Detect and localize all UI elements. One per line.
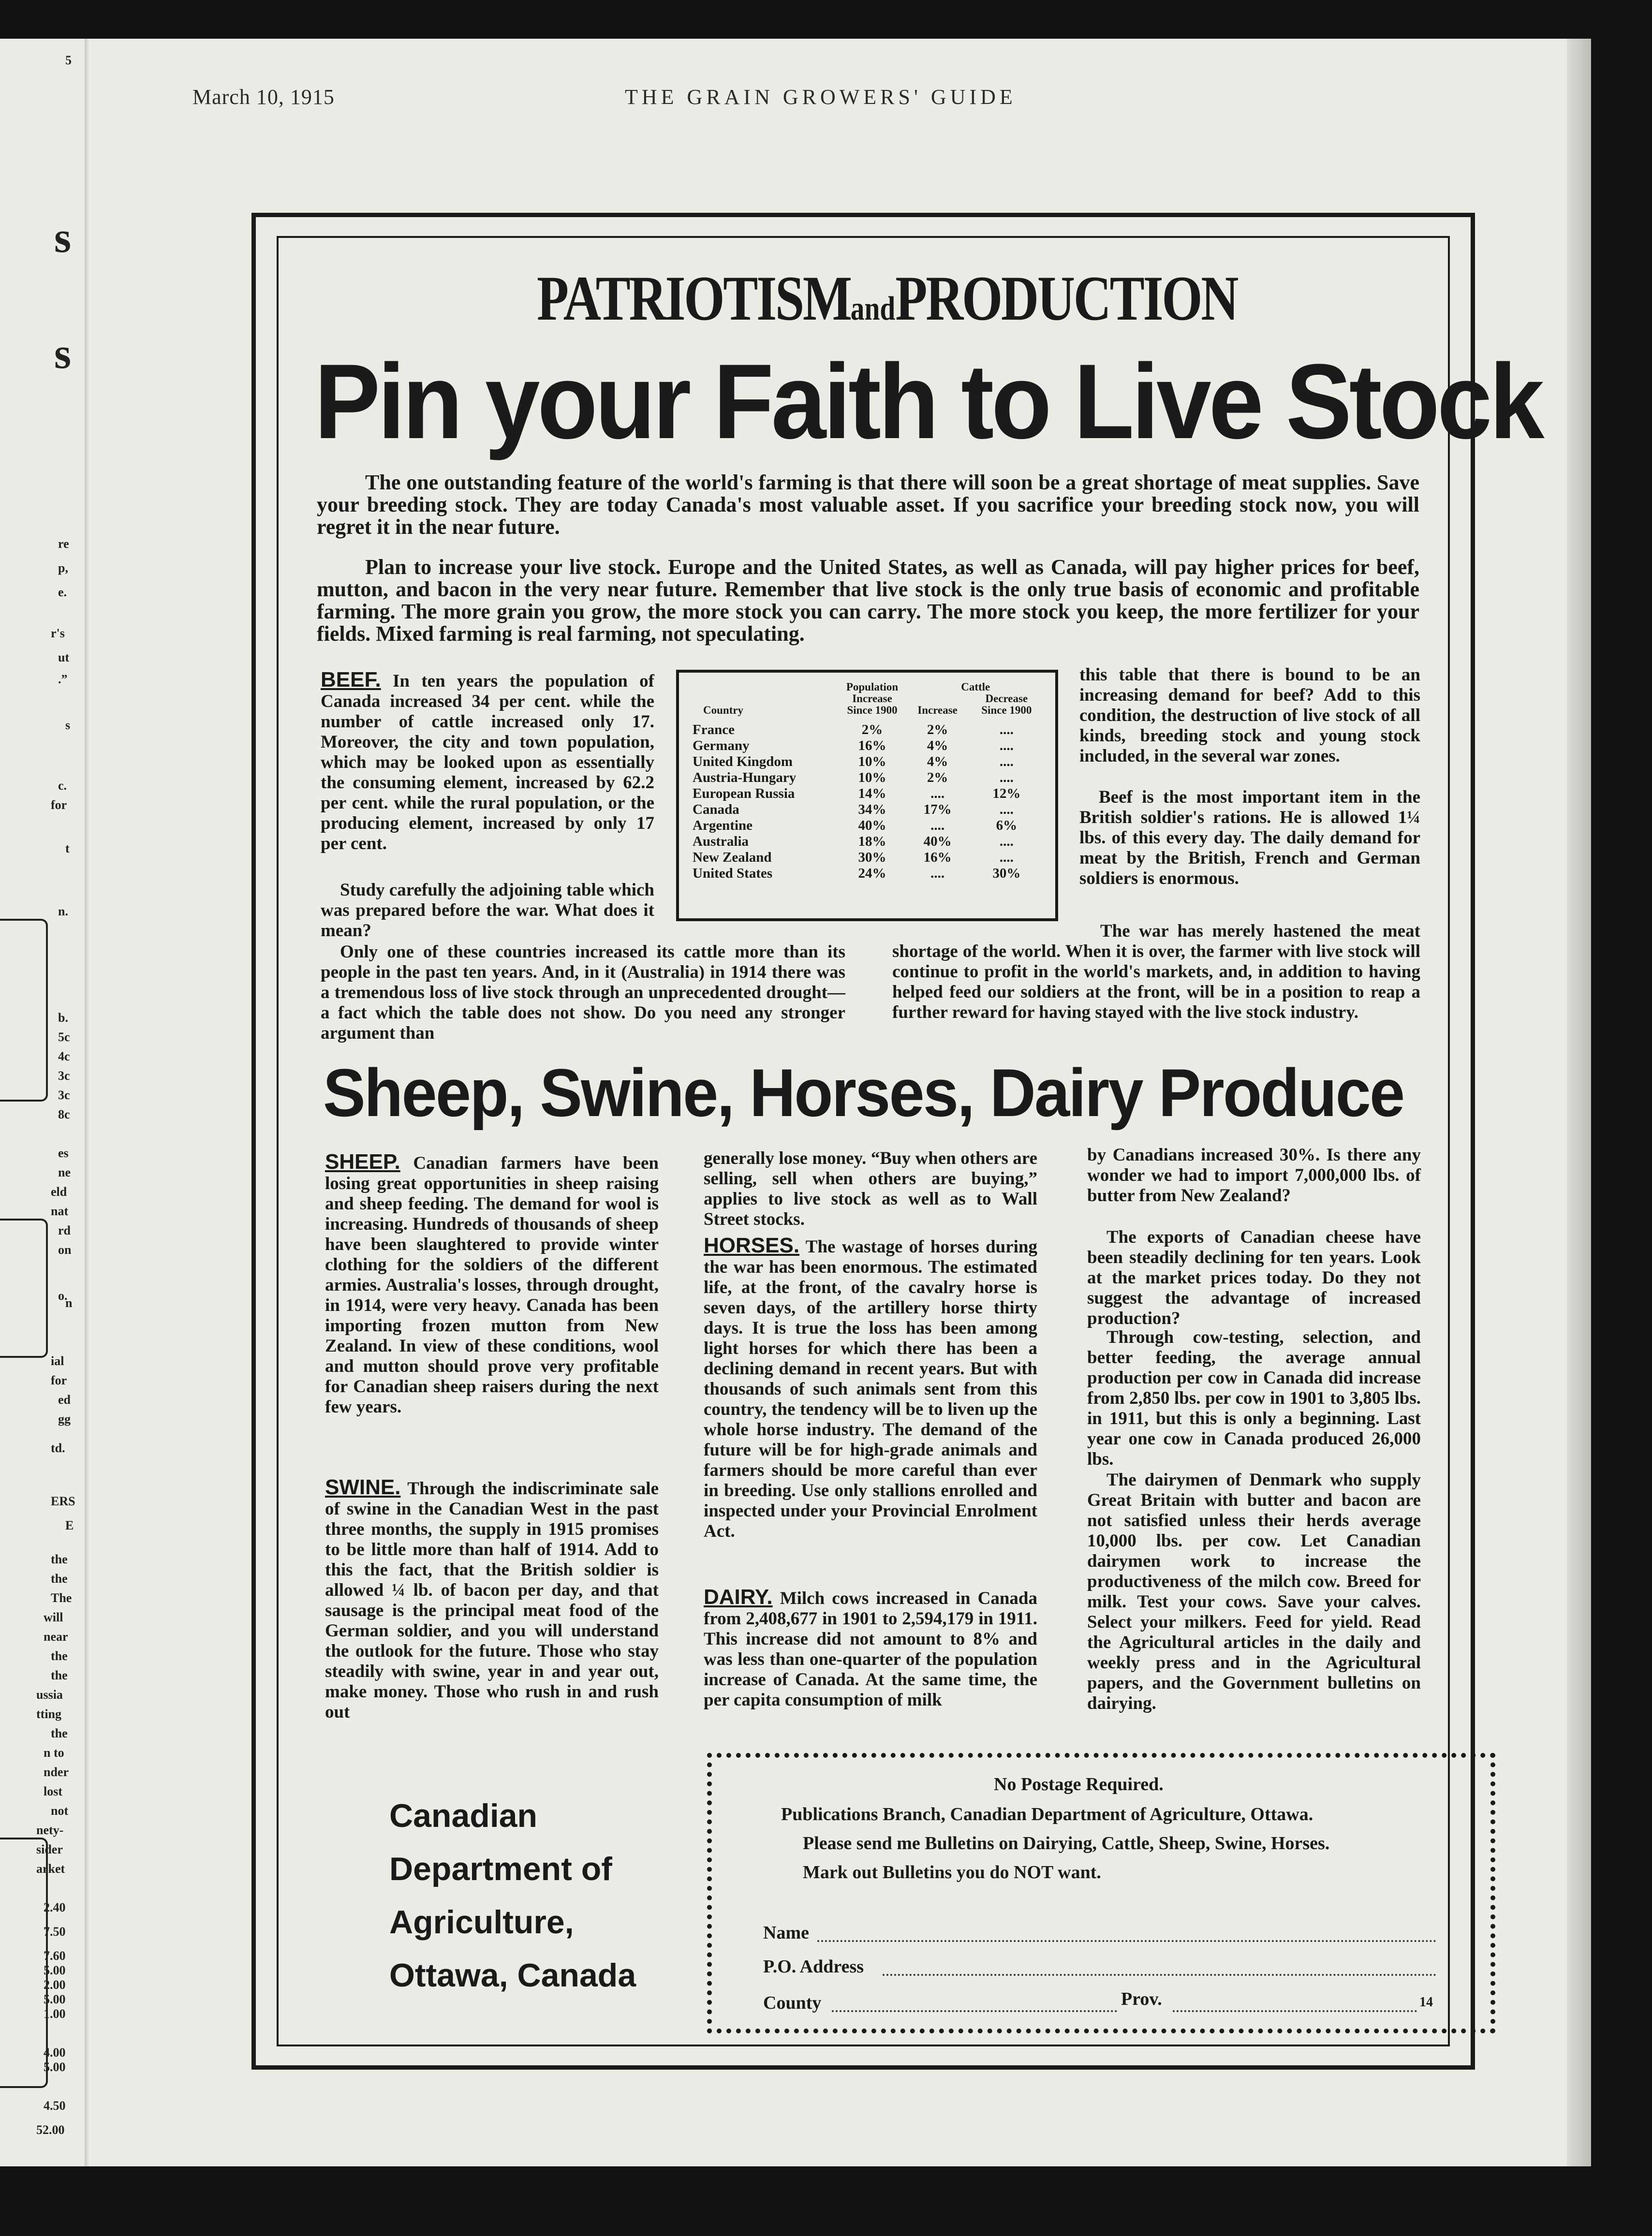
county-label: County — [763, 1993, 822, 2013]
name-field[interactable] — [817, 1940, 1436, 1942]
dept-line-3: Agriculture, — [389, 1904, 574, 1941]
dept-line-2: Department of — [389, 1851, 612, 1887]
sliver-text: 5c — [58, 1030, 70, 1044]
sliver-text: t — [65, 841, 70, 855]
table-cell-country: Argentine — [693, 818, 753, 833]
kicker-production: PRODUCTION — [895, 263, 1238, 334]
table-cell-country: European Russia — [693, 786, 795, 801]
table-cell-cattle-increase: .... — [930, 866, 945, 881]
sliver-text: ed — [58, 1393, 71, 1407]
sliver-text: s — [54, 330, 72, 378]
swine-paragraph — [325, 1477, 659, 1722]
table-cell-cattle-increase: 4% — [927, 754, 948, 769]
header-cattle: Cattle — [961, 681, 990, 693]
page-right-edge — [1567, 39, 1591, 2166]
sliver-text: 5.00 — [44, 2060, 66, 2074]
sliver-text: 4.50 — [44, 2099, 66, 2113]
ad-kicker — [537, 261, 1237, 335]
sheep-paragraph — [325, 1152, 659, 1417]
table-cell-population: 2% — [861, 722, 883, 737]
issue-date: March 10, 1915 — [192, 85, 335, 109]
sliver-text: p, — [58, 561, 68, 575]
right-paragraph-2: The exports of Canadian cheese have been steadily declining for ten years. Look at the market prices today. Do they not suggest the advantage of increased production? — [1087, 1227, 1421, 1328]
header-since: Since 1900 — [981, 704, 1032, 716]
name-label: Name — [763, 1923, 809, 1943]
table-cell-population: 24% — [858, 866, 886, 881]
swine-text: Through the indiscriminate sale of swine in the Canadian West in the past three months, the supply in 1915 promises to be little more than half of 1914. Add to this the fact, that the British soldier is allowed ¼ lb. of bacon per day, and that sausage is the principal meat food of the German soldier, and you will understand the outlook for the future. Those who stay steadily with swine, year in and year out, make money. Those who rush in and rush out — [325, 1479, 659, 1722]
table-cell-population: 10% — [858, 770, 886, 785]
sliver-text: r's — [51, 626, 65, 640]
table-cell-cattle-decrease: 6% — [996, 818, 1018, 833]
table-cell-cattle-decrease: .... — [999, 802, 1014, 817]
sliver-text: nat — [51, 1204, 69, 1218]
sliver-text: e. — [58, 585, 67, 599]
livestock-table — [676, 670, 1058, 921]
header-population: Population Increase Since 1900 — [846, 681, 899, 716]
table-cell-cattle-decrease: .... — [999, 770, 1014, 785]
county-field[interactable] — [832, 2010, 1117, 2012]
sliver-text: 5.00 — [44, 1963, 66, 1977]
sliver-text: tting — [36, 1707, 61, 1721]
sliver-text: 7.60 — [44, 1949, 66, 1963]
beef-paragraph-1 — [321, 670, 654, 854]
sliver-text: .” — [58, 672, 68, 686]
sliver-text: the — [51, 1726, 68, 1740]
table-cell-cattle-decrease: .... — [999, 738, 1014, 753]
sliver-text: the — [51, 1552, 68, 1566]
table-cell-cattle-decrease: .... — [999, 754, 1014, 769]
sliver-text: o. — [58, 1289, 68, 1303]
table-cell-country: Germany — [693, 738, 750, 753]
table-cell-population: 34% — [858, 802, 886, 817]
sliver-text: td. — [51, 1441, 65, 1455]
table-cell-country: New Zealand — [693, 850, 772, 865]
table-row — [690, 850, 1045, 866]
prov-label: Prov. — [1121, 1989, 1162, 2009]
sliver-text: 8c — [58, 1107, 70, 1121]
table-cell-cattle-decrease: 30% — [992, 866, 1021, 881]
middle-paragraph-1: generally lose money. “Buy when others are selling, sell when others are buying,” applies to live stock as well as to Wall Street stocks. — [704, 1148, 1037, 1229]
sliver-text: sider — [36, 1842, 63, 1856]
swine-lead: SWINE. — [325, 1475, 401, 1499]
table-row — [690, 802, 1045, 818]
sliver-text: 52.00 — [36, 2123, 65, 2137]
table-row — [690, 722, 1045, 738]
sliver-text: 4c — [58, 1049, 70, 1063]
sliver-text: arket — [36, 1862, 65, 1876]
table-cell-country: Canada — [693, 802, 739, 817]
sliver-text: will — [44, 1610, 63, 1624]
dairy-lead: DAIRY. — [704, 1585, 773, 1609]
page-gutter — [85, 39, 90, 2166]
sliver-text: ne — [58, 1165, 71, 1179]
po-address-label: P.O. Address — [763, 1956, 864, 1977]
table-cell-cattle-decrease: .... — [999, 850, 1014, 865]
beef-right-paragraph-2: Beef is the most important item in the British soldier's rations. He is allowed 1¼ lbs. of this every day. The daily demand for meat by the British, French and German soldiers is enormous. — [1079, 787, 1420, 888]
beef-lead: BEEF. — [321, 668, 381, 691]
table-row — [690, 866, 1045, 882]
table-cell-population: 16% — [858, 738, 886, 753]
sliver-text: the — [51, 1572, 68, 1586]
table-cell-population: 10% — [858, 754, 886, 769]
sliver-box — [0, 919, 48, 1102]
sliver-box — [0, 1219, 48, 1358]
intro-paragraph-2: Plan to increase your live stock. Europe and the United States, as well as Canada, will pay higher prices for beef, mutton, and bacon in the very near future. Remember that live stock is the only true basis of economic and profitable farming. The more grain you grow, the more stock you can carry. The more stock you keep, the more fertilizer for your fields. Mixed farming is real farming, not speculating. — [317, 555, 1419, 646]
coupon-code: 14 — [1419, 1995, 1433, 2010]
table-cell-cattle-increase: 17% — [923, 802, 952, 817]
sliver-text: 2.00 — [44, 1978, 66, 1992]
beef-right-paragraph-1: this table that there is bound to be an increasing demand for beef? Add to this condition, the destruction of live stock of all kinds, breeding stock and young stock included, in the several war zones. — [1079, 665, 1420, 766]
sliver-text: 4.00 — [44, 2045, 66, 2059]
kicker-patriotism: PATRIOTISM — [537, 263, 851, 334]
beef-paragraph-3: Only one of these countries increased its cattle more than its people in the past ten years. And, in it (Australia) in 1914 there was a tremendous loss of live stock through an unprecedented drought—a fact which the table does not show. Do you need any stronger argument than — [321, 942, 845, 1043]
ad-headline: Pin your Faith to Live Stock — [314, 342, 1542, 461]
sliver-text: ial — [51, 1354, 64, 1368]
intro-paragraph-1: The one outstanding feature of the world's farming is that there will soon be a great shortage of meat supplies. Save your breeding stock. They are today Canada's most valuable asset. If you sacrifice your breeding stock now, you will regret it in the near future. — [317, 471, 1419, 539]
horses-paragraph — [704, 1236, 1037, 1542]
po-address-field[interactable] — [883, 1974, 1436, 1976]
table-cell-cattle-decrease: 12% — [992, 786, 1021, 801]
sliver-text: ussia — [36, 1688, 63, 1702]
sheep-text: Canadian farmers have been losing great opportunities in sheep raising and sheep feeding. The demand for wool is increasing. Hundreds of thousands of sheep have been slaughtered to provide winter clothing for the soldiers of the different armies. Australia's losses, through drought, in 1914, were very heavy. Canada has been importing frozen mutton from New Zealand. In view of these conditions, wool and mutton should prove very profitable for Canadian sheep raisers during the next few years. — [325, 1153, 659, 1417]
table-row — [690, 834, 1045, 850]
dept-line-4: Ottawa, Canada — [389, 1957, 636, 1994]
sliver-text: 7.50 — [44, 1925, 66, 1939]
dairy-paragraph — [704, 1587, 1037, 1710]
table-cell-country: Austria-Hungary — [693, 770, 796, 785]
sliver-text: 5 — [65, 53, 72, 67]
sliver-text: b. — [58, 1011, 68, 1025]
dairy-text: Milch cows increased in Canada from 2,408,677 in 1901 to 2,594,179 in 1911. This increase did not amount to 8% and was less than one-quarter of the population increase of Canada. At the same time, the per capita consumption of milk — [704, 1589, 1037, 1710]
table-cell-population: 14% — [858, 786, 886, 801]
table-row — [690, 738, 1045, 754]
sheep-lead: SHEEP. — [325, 1150, 400, 1174]
header-country: Country — [703, 704, 744, 716]
sliver-text: es — [58, 1146, 69, 1160]
sliver-text: 5.00 — [44, 1992, 66, 2006]
sliver-text: nder — [44, 1765, 69, 1779]
sliver-text: n — [65, 1296, 73, 1310]
coupon-postage: No Postage Required. — [994, 1774, 1164, 1795]
sliver-text: n to — [44, 1746, 64, 1760]
sliver-text: ERS — [51, 1494, 75, 1508]
header-cattle-decrease: Decrease Since 1900 — [981, 692, 1032, 716]
prov-field[interactable] — [1173, 2010, 1417, 2012]
table-cell-cattle-increase: 16% — [923, 850, 952, 865]
sliver-text: gg — [58, 1412, 71, 1426]
department-signature — [389, 1789, 636, 2002]
table-cell-population: 30% — [858, 850, 886, 865]
order-coupon — [707, 1753, 1495, 2033]
sliver-text: for — [51, 1373, 67, 1387]
sliver-text: not — [51, 1804, 69, 1818]
sliver-text: nety- — [36, 1823, 64, 1837]
sliver-text: ut — [58, 650, 70, 664]
table-cell-cattle-increase: 4% — [927, 738, 948, 753]
table-cell-cattle-decrease: .... — [999, 834, 1014, 849]
section-headline: Sheep, Swine, Horses, Dairy Produce — [323, 1055, 1404, 1131]
beef-right-paragraph-3: The war has merely hastened the meat shortage of the world. When it is over, the farmer with live stock will continue to profit in the world's markets, and, in addition to having helped feed our soldiers at the front, will be in a position to reap a further reward for having stayed with the live stock industry. — [892, 921, 1420, 1022]
sliver-text: the — [51, 1649, 68, 1663]
table-cell-country: United States — [693, 866, 773, 881]
sliver-text: eld — [51, 1185, 67, 1199]
sliver-text: s — [65, 718, 71, 732]
table-cell-cattle-increase: 2% — [927, 722, 948, 737]
coupon-mark-out: Mark out Bulletins you do NOT want. — [803, 1862, 1101, 1883]
sliver-text: s — [54, 214, 72, 262]
sliver-text: 3c — [58, 1088, 70, 1102]
table-cell-population: 18% — [858, 834, 886, 849]
sliver-text: 3c — [58, 1069, 70, 1083]
sliver-text: near — [44, 1630, 68, 1644]
beef-paragraph-2: Study carefully the adjoining table which was prepared before the war. What does it mean? — [321, 880, 654, 941]
table-cell-population: 40% — [858, 818, 886, 833]
table-row — [690, 770, 1045, 786]
table-cell-country: United Kingdom — [693, 754, 793, 769]
sliver-text: for — [51, 798, 67, 812]
livestock-data-table — [690, 681, 1045, 882]
header-cattle-increase: Increase — [917, 704, 958, 716]
table-cell-country: France — [693, 722, 735, 737]
sliver-text: on — [58, 1243, 72, 1257]
table-cell-cattle-increase: 40% — [923, 834, 952, 849]
kicker-and: and — [850, 290, 896, 327]
right-paragraph-3: Through cow-testing, selection, and better feeding, the average annual production per cow in Canada did increase from 2,850 lbs. per cow in 1901 to 3,805 lbs. in 1911, but this is only a beginning. Last year one cow in Canada produced 26,000 lbs. — [1087, 1327, 1421, 1469]
table-row — [690, 754, 1045, 770]
table-row — [690, 786, 1045, 802]
table-row — [690, 818, 1045, 834]
publication-title: THE GRAIN GROWERS' GUIDE — [625, 85, 1017, 109]
sliver-text: The — [51, 1591, 72, 1605]
sliver-text: re — [58, 537, 69, 551]
table-cell-cattle-increase: .... — [930, 786, 945, 801]
sliver-text: E — [65, 1518, 74, 1532]
horses-text: The wastage of horses during the war has been enormous. The estimated life, at the front, of the cavalry horse is seven days, of the artillery horse thirty days. It is true the loss has been among light horses for which there has been a declining demand in recent years. But with thousands of such animals sent from this country, the tendency will be to liven up the whole horse industry. The demand of the future will be for high-grade animals and farmers should be more careful than ever in breeding. Use only stallions enrolled and inspected under your Provincial Enrolment Act. — [704, 1237, 1037, 1541]
beef-text-1: In ten years the population of Canada increased 34 per cent. while the number of cattle increased only 17. Moreover, the city and town population, which may be looked upon as essentially the consuming element, increased by 62.2 per cent. while the rural population, or the producing element, increased by only 17 per cent. — [321, 671, 654, 853]
right-paragraph-4: The dairymen of Denmark who supply Great Britain with butter and bacon are not satisfied unless their herds average 10,000 lbs. per cow. Let Canadian dairymen work to increase the productiveness of the milch cow. Breed for milk. Test your cows. Save your calves. Select your milkers. Feed for yield. Read the Agricultural articles in the daily and weekly press and in the Agricultural papers, and the Government bulletins on dairying. — [1087, 1470, 1421, 1713]
table-cell-cattle-decrease: .... — [999, 722, 1014, 737]
sliver-text: rd — [58, 1223, 71, 1237]
sliver-text: 1.00 — [44, 2007, 66, 2021]
table-cell-cattle-increase: 2% — [927, 770, 948, 785]
adjacent-page-sliver — [0, 39, 85, 2166]
dept-line-1: Canadian — [389, 1797, 538, 1834]
sliver-text: the — [51, 1668, 68, 1682]
horses-lead: HORSES. — [704, 1234, 800, 1257]
sliver-box — [0, 1838, 48, 2088]
sliver-text: c. — [58, 779, 67, 793]
table-cell-country: Australia — [693, 834, 749, 849]
sliver-text: n. — [58, 904, 68, 918]
table-cell-cattle-increase: .... — [930, 818, 945, 833]
sliver-text: 2.40 — [44, 1900, 66, 1914]
coupon-request: Please send me Bulletins on Dairying, Cattle, Sheep, Swine, Horses. — [803, 1833, 1330, 1854]
right-paragraph-1: by Canadians increased 30%. Is there any wonder we had to import 7,000,000 lbs. of butter from New Zealand? — [1087, 1145, 1421, 1206]
sliver-text: lost — [44, 1784, 62, 1798]
table-body — [690, 722, 1045, 882]
coupon-address: Publications Branch, Canadian Department of Agriculture, Ottawa. — [781, 1804, 1313, 1824]
